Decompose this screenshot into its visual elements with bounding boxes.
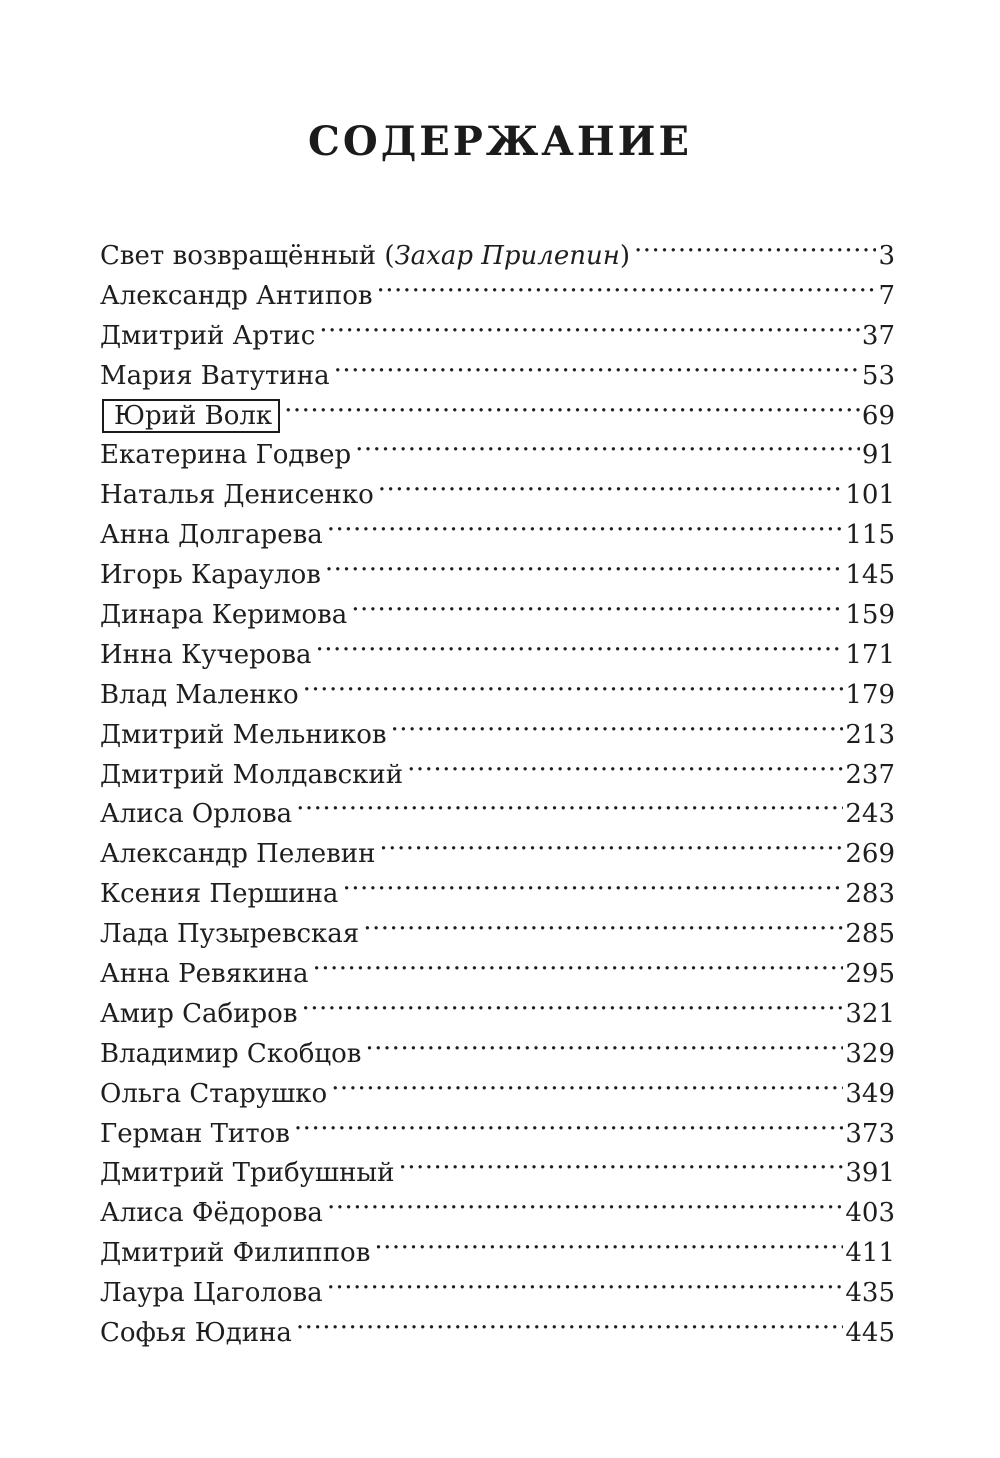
- toc-entry-page-number: 115: [845, 520, 895, 551]
- toc-entry-title: Игорь Караулов: [100, 560, 321, 591]
- toc-entry-title: Александр Пелевин: [100, 839, 376, 870]
- dot-leader: [331, 1066, 843, 1102]
- toc-entry-title: Алиса Орлова: [100, 799, 293, 830]
- toc-entry-title: Мария Ватутина: [100, 360, 330, 391]
- toc-entry-page-number: 37: [861, 320, 895, 351]
- toc-entry-page-number: 285: [845, 919, 895, 950]
- toc-entry-title: Наталья Денисенко: [100, 480, 374, 511]
- toc-entry-page-number: 53: [861, 360, 895, 391]
- toc-entry-title: Анна Ревякина: [100, 959, 309, 990]
- toc-entry-title: Инна Кучерова: [100, 639, 312, 670]
- toc-entry-title: Свет возвращённый (Захар Прилепин): [100, 241, 631, 271]
- toc-entry-page-number: 7: [878, 280, 895, 311]
- dot-leader: [407, 747, 843, 783]
- dot-leader: [398, 1145, 843, 1181]
- dot-leader: [377, 268, 877, 304]
- toc-entry-page-number: 101: [845, 480, 895, 511]
- dot-leader: [296, 1305, 843, 1341]
- dot-leader: [319, 308, 860, 344]
- toc-entry-page-number: 171: [845, 639, 895, 670]
- toc-entry-page-number: 411: [845, 1238, 895, 1269]
- toc-entry-title: Софья Юдина: [100, 1318, 292, 1349]
- dot-leader: [312, 946, 843, 982]
- toc-entry-page-number: 349: [845, 1078, 895, 1109]
- dot-leader: [284, 388, 860, 424]
- toc-entry-title: Динара Керимова: [100, 600, 348, 631]
- dot-leader: [379, 826, 843, 862]
- toc-entry-title: Герман Титов: [100, 1118, 290, 1149]
- toc-entry-title: Дмитрий Артис: [100, 320, 316, 351]
- toc-entry-title: Алиса Фёдорова: [100, 1198, 323, 1229]
- toc-entry-title: Дмитрий Трибушный: [100, 1158, 395, 1189]
- toc-entry-title: Владимир Скобцов: [100, 1038, 362, 1069]
- toc-entry-title: Дмитрий Мельников: [100, 719, 387, 750]
- toc-entry-page-number: 403: [845, 1198, 895, 1229]
- toc-entry-title: Лада Пузыревская: [100, 919, 360, 950]
- toc-entry-page-number: 243: [845, 799, 895, 830]
- toc-entry-page-number: 269: [845, 839, 895, 870]
- toc-entry-page-number: 329: [845, 1038, 895, 1069]
- dot-leader: [327, 1185, 843, 1221]
- dot-leader: [301, 986, 843, 1022]
- dot-leader: [327, 507, 844, 543]
- dot-leader: [363, 906, 843, 942]
- toc-entry-page-number: 179: [845, 679, 895, 710]
- dot-leader: [355, 427, 860, 463]
- toc-entry-page-number: 69: [861, 400, 895, 431]
- dot-leader: [296, 786, 843, 822]
- dot-leader: [294, 1106, 843, 1142]
- dot-leader: [316, 627, 844, 663]
- toc-entry[interactable]: [100, 228, 895, 271]
- dot-leader: [374, 1225, 843, 1261]
- toc-entry-page-number: 159: [845, 600, 895, 631]
- dot-leader: [327, 1265, 844, 1301]
- dot-leader: [378, 467, 844, 503]
- toc-entry-title: Амир Сабиров: [100, 998, 298, 1029]
- dot-leader: [334, 348, 860, 384]
- dot-leader: [325, 547, 843, 583]
- dot-leader: [351, 587, 843, 623]
- toc-entry-title: Лаура Цаголова: [100, 1278, 323, 1309]
- toc-entry-page-number: 373: [845, 1118, 895, 1149]
- toc-entry-page-number: 91: [861, 440, 895, 471]
- dot-leader: [342, 866, 843, 902]
- dot-leader: [303, 667, 844, 703]
- toc-entry-page-number: 435: [845, 1278, 895, 1309]
- toc-entry-title: Дмитрий Молдавский: [100, 759, 404, 790]
- dot-leader: [365, 1026, 843, 1062]
- toc-entry-page-number: 213: [845, 719, 895, 750]
- toc-entry-page-number: 3: [878, 241, 895, 271]
- toc-entry-page-number: 145: [845, 560, 895, 591]
- table-of-contents: [100, 228, 895, 1349]
- toc-entry-title: Влад Маленко: [100, 679, 299, 710]
- dot-leader: [634, 228, 876, 264]
- page-title: СОДЕРЖАНИЕ: [308, 118, 692, 165]
- toc-entry-title: Екатерина Годвер: [100, 440, 352, 471]
- toc-entry-page-number: 321: [845, 998, 895, 1029]
- toc-entry-title: Ольга Старушко: [100, 1078, 328, 1109]
- toc-entry-italic-author: Захар Прилепин: [394, 241, 620, 271]
- toc-entry-page-number: 283: [845, 879, 895, 910]
- toc-entry-title: Дмитрий Филиппов: [100, 1238, 371, 1269]
- toc-entry-page-number: 237: [845, 759, 895, 790]
- toc-entry-page-number: 391: [845, 1158, 895, 1189]
- toc-entry-title: Ксения Першина: [100, 879, 339, 910]
- toc-entry-title: [100, 398, 284, 434]
- dot-leader: [391, 707, 844, 743]
- highlight-box: Юрий Волк: [102, 399, 280, 433]
- toc-entry-title: Анна Долгарева: [100, 520, 323, 551]
- toc-entry-title: Александр Антипов: [100, 280, 373, 311]
- toc-entry-page-number: 445: [845, 1318, 895, 1349]
- toc-entry-page-number: 295: [845, 959, 895, 990]
